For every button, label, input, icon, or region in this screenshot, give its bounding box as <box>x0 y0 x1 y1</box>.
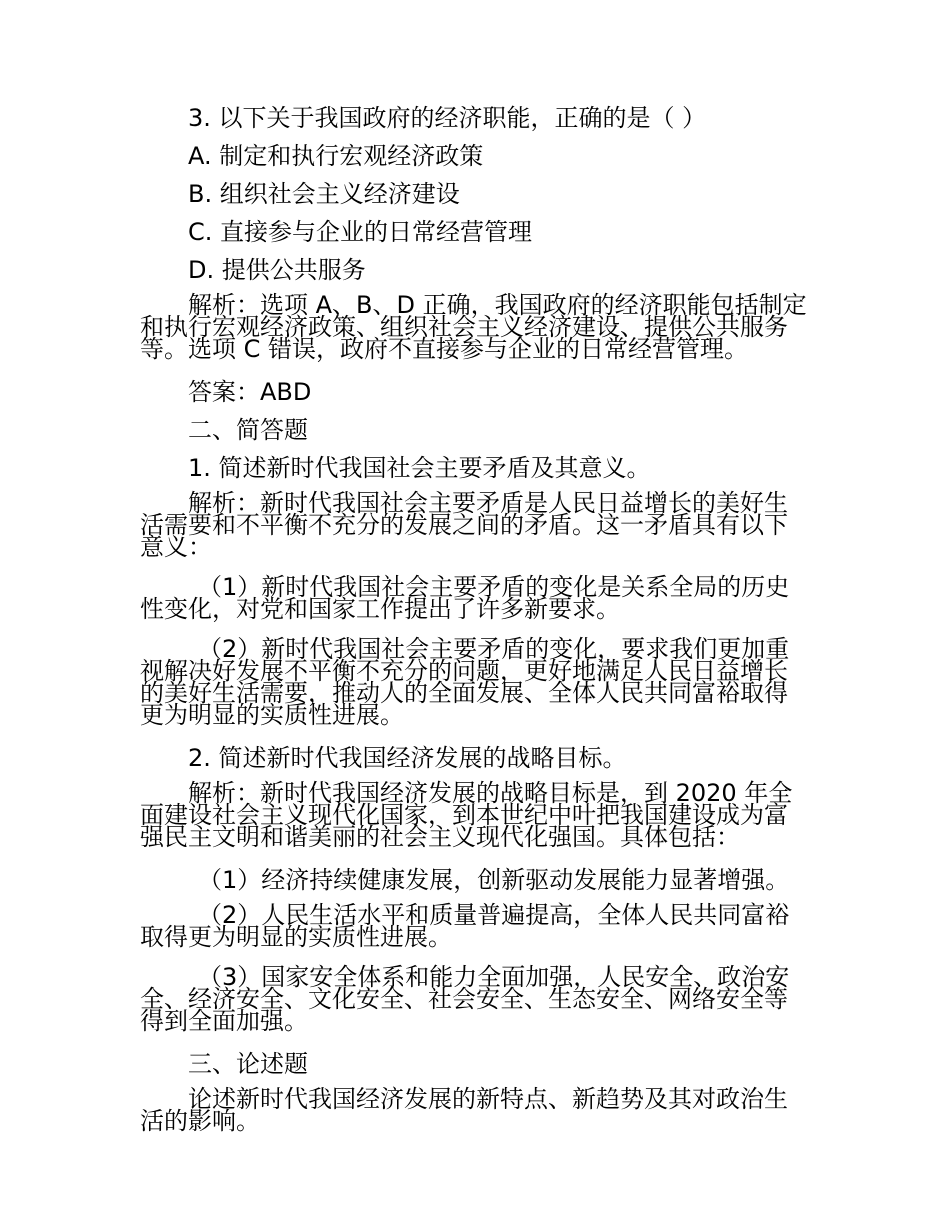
section-2-title: 二、简答题 <box>188 416 308 444</box>
short-question-2-analysis: 解析：新时代我国经济发展的战略目标是，到 2020 年全面建设社会主义现代化国家，到本世纪中叶把我国建设成为富强民主文明和谐美丽的社会主义现代化强国。具体包括： <box>140 779 793 851</box>
short-question-1-point-2: （2）新时代我国社会主要矛盾的变化，要求我们更加重视解决好发展不平衡不充分的问题，更好地满足人民日益增长的美好生活需要，推动人的全面发展、全体人民共同富裕取得更为明显的实质性进展。 <box>140 635 790 729</box>
document-body <box>140 104 810 1147</box>
section-3-title: 三、论述题 <box>188 1050 308 1078</box>
option-d: D. 提供公共服务 <box>188 256 366 284</box>
essay-question: 论述新时代我国经济发展的新特点、新趋势及其对政治生活的影响。 <box>140 1085 788 1135</box>
question-3-answer: 答案：ABD <box>188 378 312 406</box>
question-3-stem: 3. 以下关于我国政府的经济职能，正确的是（ ） <box>188 104 707 132</box>
short-question-2-point-3: （3）国家安全体系和能力全面加强，人民安全、政治安全、经济安全、文化安全、社会安全、生态安全、网络安全等得到全面加强。 <box>140 963 790 1035</box>
short-question-2-point-1: （1）经济持续健康发展，创新驱动发展能力显著增强。 <box>198 866 790 894</box>
short-question-1-stem: 1. 简述新时代我国社会主要矛盾及其意义。 <box>188 454 651 482</box>
short-question-1-analysis: 解析：新时代我国社会主要矛盾是人民日益增长的美好生活需要和不平衡不充分的发展之间的矛盾。这一矛盾具有以下意义： <box>140 489 788 561</box>
question-3-analysis: 解析：选项 A、B、D 正确，我国政府的经济职能包括制定和执行宏观经济政策、组织社会主义经济建设、提供公共服务等。选项 C 错误，政府不直接参与企业的日常经营管理。 <box>140 291 807 363</box>
short-question-1-point-1: （1）新时代我国社会主要矛盾的变化是关系全局的历史性变化，对党和国家工作提出了许多新要求。 <box>140 573 790 623</box>
option-b: B. 组织社会主义经济建设 <box>188 180 460 208</box>
short-question-2-point-2: （2）人民生活水平和质量普遍提高，全体人民共同富裕取得更为明显的实质性进展。 <box>140 901 790 951</box>
option-a: A. 制定和执行宏观经济政策 <box>188 142 484 170</box>
option-c: C. 直接参与企业的日常经营管理 <box>188 218 533 246</box>
short-question-2-stem: 2. 简述新时代我国经济发展的战略目标。 <box>188 744 627 772</box>
